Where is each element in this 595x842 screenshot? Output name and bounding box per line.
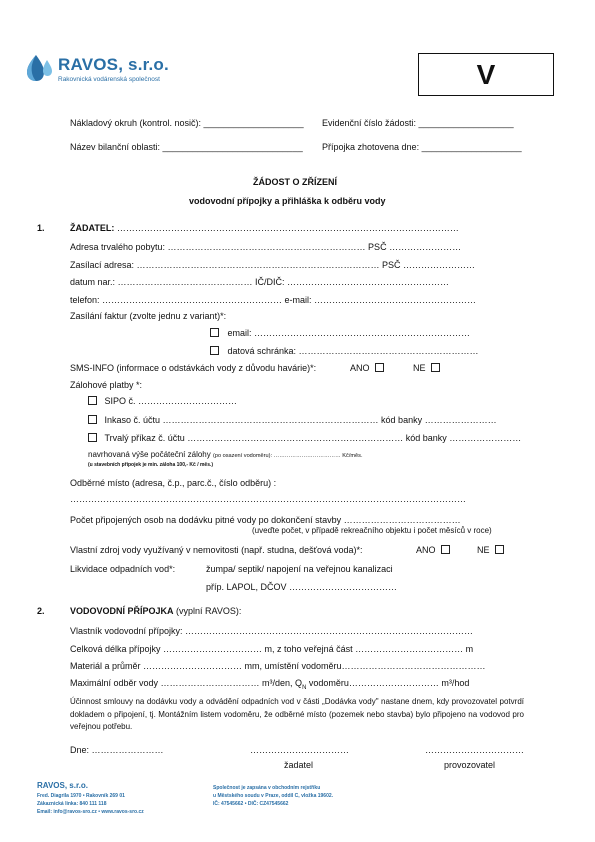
persons-count-note: (uveďte počet, v případě rekreačního objektu i počet měsíců v roce) [252,526,492,535]
inkaso-option[interactable] [88,415,497,426]
applicant-signature-label: žadatel [284,760,314,770]
birth-date-field[interactable]: datum nar.: ……………………………………… IČ/DIČ: ……………………………………………… [70,277,450,287]
inkaso-checkbox[interactable] [88,415,97,424]
inkaso-label: Inkaso č. účtu ……………………………………………………………… kód banky …………………… [104,415,497,425]
contract-effect-paragraph: Účinnost smlouvy na dodávku vody a odvádění odpadních vod v části „Dodávka vody" nastane dnem, kdy provozovatel potvrdí dokladem o připojení, tj. Montážním listem vodoměru, že odběrné místo (pozemek nebo stavba) bylo připojeno na vodovod pro veřejnou potřebu. [70,697,524,731]
mail-address-field[interactable]: Zasílací adresa: ……………………………………………………………………… PSČ …………………… [70,260,476,270]
applicant-name-dots: …………………………………………………………………………………………………… [114,223,459,233]
own-source-ano-checkbox[interactable] [441,545,450,554]
water-drops-icon [22,52,56,84]
connection-owner-field[interactable]: Vlastník vodovodní přípojky: …………………………………………………………………………………… [70,626,474,636]
connection-length-field[interactable]: Celková délka přípojky …………………………… m, z toho veřejná část ……………………………… m [70,644,474,654]
own-source-ano-option[interactable] [416,545,450,556]
sms-ne-checkbox[interactable] [431,363,440,372]
sipo-label: SIPO č. …………………………… [104,396,238,406]
operator-signature-line[interactable]: …………………………… [425,745,524,755]
own-water-source-label: Vlastní zdroj vody využívaný v nemovitosti (např. studna, dešťová voda)*: [70,545,363,555]
company-subtitle: Rakovnická vodárenská společnost [58,76,160,83]
advance-payments-label: Zálohové platby *: [70,380,143,390]
section-2-heading [70,606,241,617]
invoice-email-option[interactable] [210,328,470,339]
invoice-databox-option[interactable] [210,346,479,357]
footer-contact[interactable]: Email: info@ravos-sro.cz • www.ravos-sro.cz [37,809,144,815]
max-flow-label-rest: vodoměru………………………… m³/hod [306,678,470,688]
footer-company: RAVOS, s.r.o. [37,781,88,790]
form-type-box [418,53,554,96]
form-subtitle: vodovodní přípojky a přihláška k odběru vody [189,196,386,206]
company-name: RAVOS, s.r.o. [58,55,169,74]
sms-ne-option[interactable] [413,363,440,374]
standing-order-label: Trvalý příkaz č. účtu ……………………………………………………………… kód banky …………………… [104,433,522,443]
address-field[interactable]: Adresa trvalého pobytu: ………………………………………………………… PSČ …………………… [70,242,462,252]
material-diameter-field[interactable]: Materiál a průměr …………………………… mm, umístění vodoměru………………………………………… [70,661,486,671]
operator-signature-label: provozovatel [444,760,496,770]
own-source-ne-label: NE [477,545,490,555]
sms-ne-label: NE [413,363,426,373]
sewage-option-2[interactable]: příp. LAPOL, DČOV ……………………………… [206,582,398,592]
sewage-disposal-label: Likvidace odpadních vod*: [70,564,176,574]
sms-info-label: SMS-INFO (informace o odstávkách vody z důvodu havárie)*: [70,363,317,373]
max-flow-field[interactable] [70,678,469,694]
section-2-number: 2. [37,606,45,616]
sewage-option-1[interactable]: žumpa/ septik/ napojení na veřejnou kanalizaci [206,564,393,574]
advance-value-field[interactable] [88,450,363,460]
persons-count-field[interactable]: Počet připojených osob na dodávku pitné vody po dokončení stavby ………………………………… [70,515,461,525]
standing-order-option[interactable] [88,433,521,444]
sms-ano-checkbox[interactable] [375,363,384,372]
form-title: ŽÁDOST O ZŘÍZENÍ [253,177,337,187]
applicant-name-row[interactable] [70,223,459,234]
sipo-option[interactable] [88,396,237,407]
water-connection-heading: VODOVODNÍ PŘÍPOJKA [70,606,174,616]
max-flow-subscript: N [302,684,307,691]
sms-ano-option[interactable] [350,363,384,374]
evidence-number-field[interactable]: Evidenční číslo žádosti: ___________________ [322,118,514,128]
section-1-number: 1. [37,223,45,233]
own-source-ne-checkbox[interactable] [495,545,504,554]
footer-register-1: Společnost je zapsána v obchodním rejstříku [213,785,321,791]
email-option-label: email: ……………………………………………………………… [227,328,471,338]
cost-center-field[interactable]: Nákladový okruh (kontrol. nosič): ____________________ [70,118,304,128]
form-letter: V [476,58,496,90]
email-checkbox[interactable] [210,328,219,337]
company-logo [22,52,56,89]
phone-email-field[interactable]: telefon: …………………………………………………… e-mail: ……………………………………………… [70,295,477,305]
connection-date-field[interactable]: Přípojka zhotovena dne: ____________________ [322,142,522,152]
max-flow-label: Maximální odběr vody …………………………… m³/den, Q [70,678,303,688]
footer-register-3: IČ: 47545662 • DIČ: CZ47545662 [213,801,289,807]
standing-order-checkbox[interactable] [88,433,97,442]
footer-address: Fred. Diagrila 1970 • Rakovník 269 01 [37,793,125,799]
signature-date-field[interactable]: Dne: …………………… [70,745,164,755]
sipo-checkbox[interactable] [88,396,97,405]
water-connection-note: (vyplní RAVOS): [176,606,242,616]
consumption-point-dotline[interactable]: …………………………………………………………………………………………………………………… [70,494,466,504]
own-source-ne-option[interactable] [477,545,504,556]
advance-minimum-note: (u stavebních přípojek je min. záloha 100,- Kč / měs.) [88,462,214,468]
databox-checkbox[interactable] [210,346,219,355]
own-source-ano-label: ANO [416,545,436,555]
applicant-signature-line[interactable]: …………………………… [250,745,349,755]
billing-area-field[interactable]: Název bilanční oblasti: ____________________________ [70,142,303,152]
sms-ano-label: ANO [350,363,370,373]
footer-hotline: Zákaznická linka: 840 111 118 [37,801,107,807]
footer-register-2: u Městského soudu v Praze, oddíl C, vložka 19602. [213,793,334,799]
databox-option-label: datová schránka: …………………………………………………… [227,346,479,356]
advance-value-label: navrhovaná výše počáteční zálohy [88,450,211,459]
invoice-delivery-label: Zasílání faktur (zvolte jednu z variant)*: [70,311,227,321]
advance-value-note: (po osazení vodoměru): ……………………………… Kč/měs. [212,453,363,459]
consumption-point-label: Odběrné místo (adresa, č.p., parc.č., číslo odběru) : [70,478,277,488]
applicant-heading: ŽADATEL: [70,223,115,233]
